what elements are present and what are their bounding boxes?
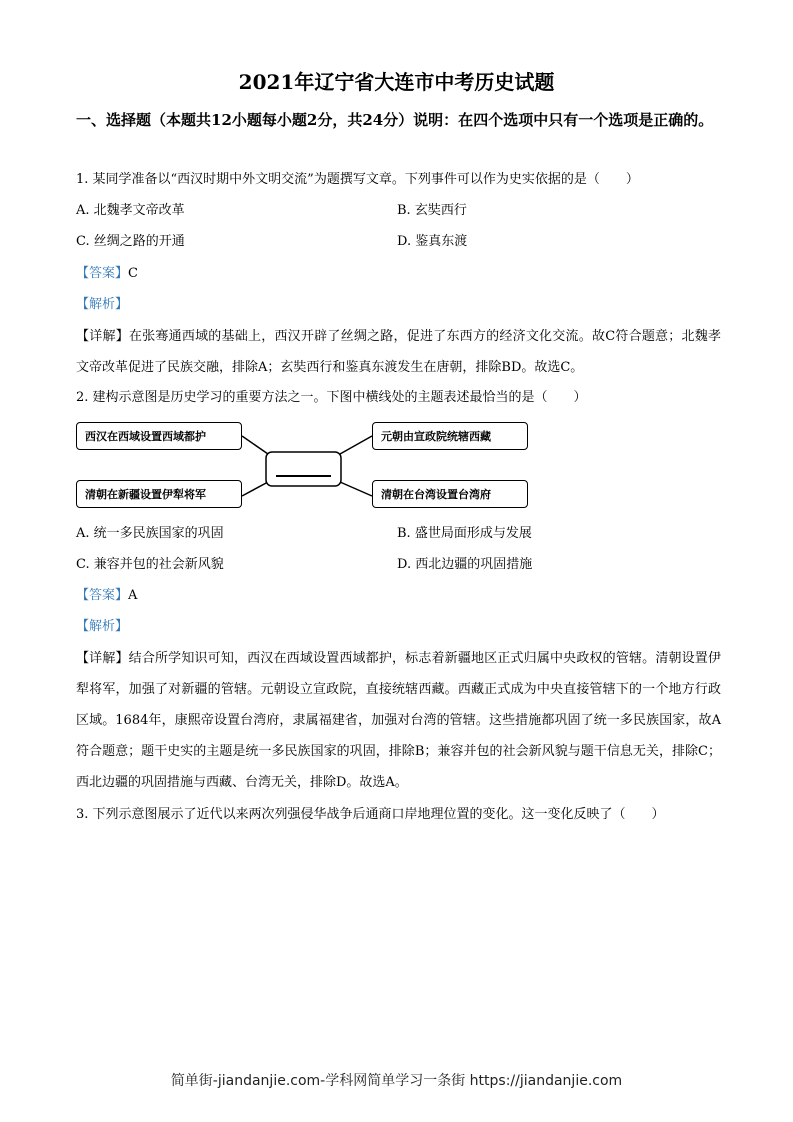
diagram-box-bottom-right: 清朝在台湾设置台湾府 bbox=[372, 480, 528, 508]
q2-detail bbox=[76, 643, 721, 798]
q1-detail-label: 【详解】 bbox=[76, 329, 129, 344]
q2-analysis-label: 【解析】 bbox=[76, 619, 129, 634]
q2-diagram bbox=[76, 420, 536, 514]
q2-answer-value: A bbox=[128, 588, 138, 603]
q3-stem: 3. 下列示意图展示了近代以来两次列强侵华战争后通商口岸地理位置的变化。这一变化反映了（ ） bbox=[76, 807, 665, 822]
q1-option-c: C. 丝绸之路的开通 bbox=[76, 234, 185, 249]
q2-option-c: C. 兼容并包的社会新风貌 bbox=[76, 557, 224, 572]
q1-option-d: D. 鉴真东渡 bbox=[397, 234, 468, 249]
q2-answer bbox=[76, 586, 137, 606]
q1-answer-value: C bbox=[128, 266, 138, 281]
page-footer: 简单街-jiandanjie.com-学科网简单学习一条街 https://jiandanjie.com bbox=[170, 1073, 623, 1089]
q1-detail-text: 在张骞通西域的基础上，西汉开辟了丝绸之路，促进了东西方的经济文化交流。故C符合题意；北魏孝文帝改革促进了民族交融，排除A；玄奘西行和鉴真东渡发生在唐朝，排除BD。故选C。 bbox=[76, 329, 721, 375]
q1-answer bbox=[76, 264, 138, 284]
diagram-box-bottom-left: 清朝在新疆设置伊犁将军 bbox=[76, 480, 242, 508]
section-heading: 一、选择题（本题共12小题每小题2分，共24分）说明：在四个选项中只有一个选项是正确的。 bbox=[76, 111, 714, 129]
page-title: 2021年辽宁省大连市中考历史试题 bbox=[238, 70, 555, 94]
connector-top-left bbox=[242, 436, 268, 454]
q1-option-a: A. 北魏孝文帝改革 bbox=[76, 203, 185, 218]
q2-option-a: A. 统一多民族国家的巩固 bbox=[76, 526, 224, 541]
connector-top-right bbox=[340, 436, 372, 454]
q1-analysis-label: 【解析】 bbox=[76, 297, 129, 312]
q2-option-b: B. 盛世局面形成与发展 bbox=[397, 526, 532, 541]
diagram-box-top-right: 元朝由宣政院统辖西藏 bbox=[372, 422, 528, 450]
q2-answer-label: 【答案】 bbox=[76, 588, 129, 603]
q2-detail-label: 【详解】 bbox=[76, 651, 129, 666]
q2-stem: 2. 建构示意图是历史学习的重要方法之一。下图中横线处的主题表述最恰当的是（ ） bbox=[76, 390, 587, 405]
center-box bbox=[266, 452, 341, 486]
connector-bottom-right bbox=[340, 482, 372, 496]
q1-answer-label: 【答案】 bbox=[76, 266, 129, 281]
q1-stem: 1. 某同学准备以“西汉时期中外文明交流”为题撰写文章。下列事件可以作为史实依据的是（ ） bbox=[76, 172, 639, 187]
q2-option-d: D. 西北边疆的巩固措施 bbox=[397, 557, 533, 572]
connector-bottom-left bbox=[242, 482, 268, 496]
diagram-box-top-left: 西汉在西域设置西域都护 bbox=[76, 422, 242, 450]
q1-option-b: B. 玄奘西行 bbox=[397, 203, 467, 218]
q2-detail-text: 结合所学知识可知，西汉在西域设置西域都护，标志着新疆地区正式归属中央政权的管辖。清朝设置伊犁将军，加强了对新疆的管辖。元朝设立宣政院，直接统辖西藏。西藏正式成为中央直接管辖下的一个地方行政区域。1684年，康熙帝设置台湾府，隶属福建省，加强对台湾的管辖。这些措施都巩固了统一多民族国家，故A符合题意；题干史实的主题是统一多民族国家的巩固，排除B；兼容并包的社会新风貌与题干信息无关，排除C；西北边疆的巩固措施与西藏、台湾无关，排除D。故选A。 bbox=[76, 651, 721, 790]
q1-detail bbox=[76, 321, 721, 383]
